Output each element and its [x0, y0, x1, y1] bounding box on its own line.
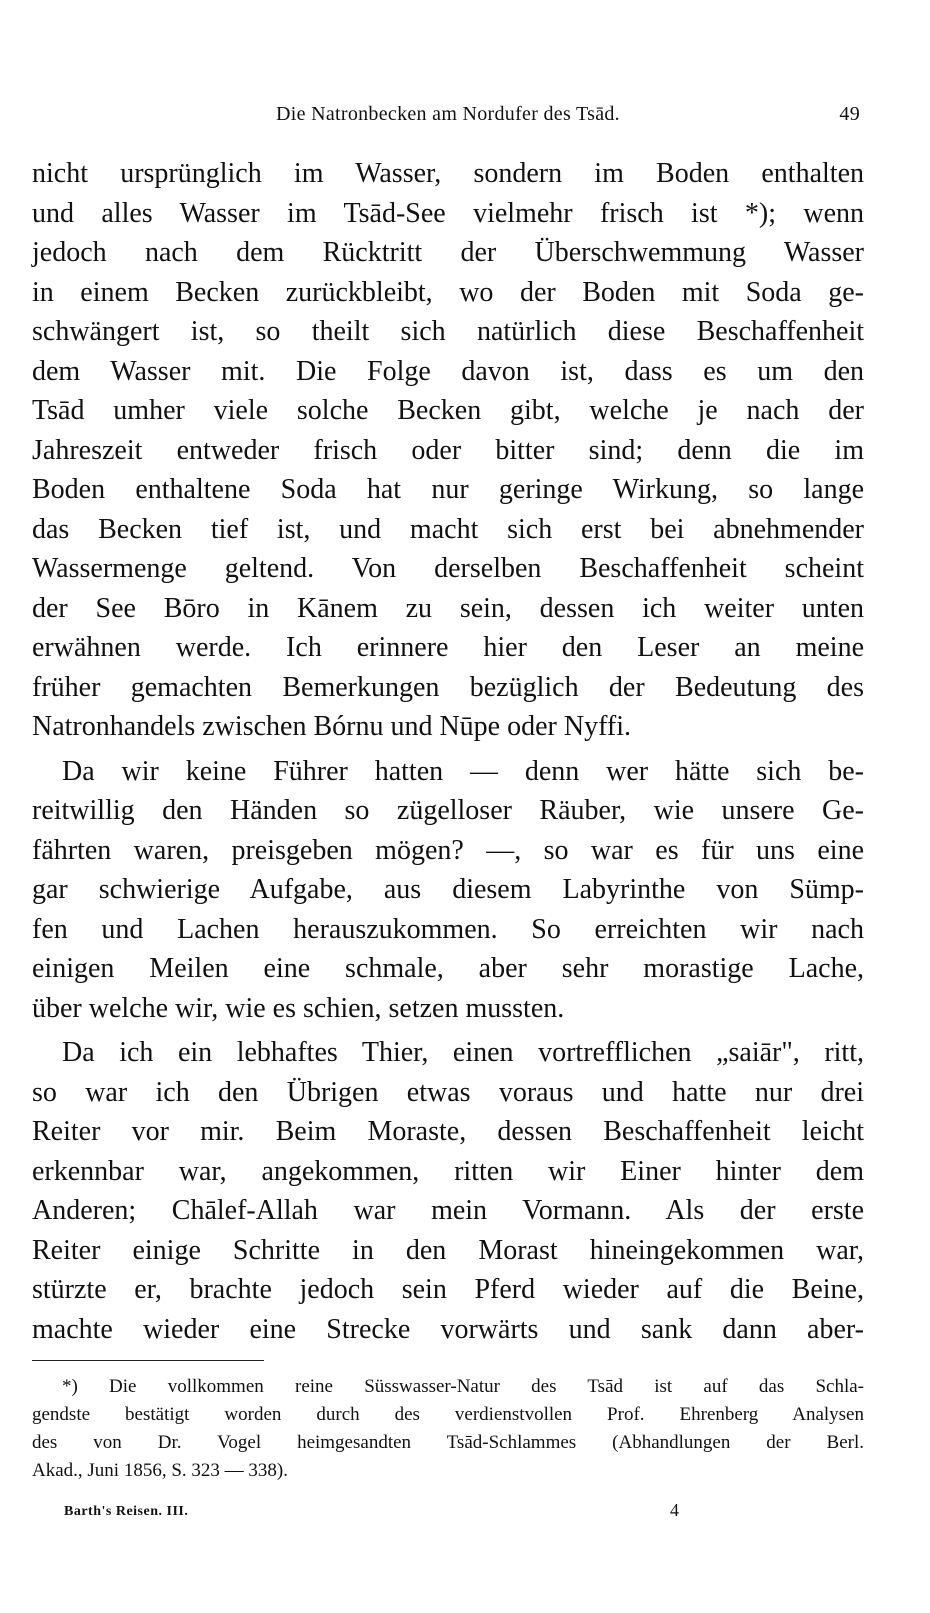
text-line: stürzte er, brachte jedoch sein Pferd wieder auf die Beine,	[32, 1274, 864, 1305]
text-line: schwängert ist, so theilt sich natürlich diese Beschaffenheit	[32, 316, 864, 347]
footnote-line: *) Die vollkommen reine Süsswasser-Natur des Tsād ist auf das Schla-	[62, 1376, 864, 1397]
text-line: fen und Lachen herauszukommen. So erreichten wir nach	[32, 913, 864, 945]
text-line: erwähnen werde. Ich erinnere hier den Leser an meine	[32, 632, 864, 663]
body-text	[32, 154, 864, 1349]
text-line: Da ich ein lebhaftes Thier, einen vortrefflichen „saiār", ritt,	[62, 1037, 864, 1068]
paragraph-2	[32, 752, 864, 1029]
text-line: Tsād umher viele solche Becken gibt, welche je nach der	[32, 395, 864, 426]
text-line: einigen Meilen eine schmale, aber sehr morastige Lache,	[32, 953, 864, 984]
text-line: so war ich den Übrigen etwas voraus und hatte nur drei	[32, 1076, 864, 1108]
text-line: Wassermenge geltend. Von derselben Beschaffenheit scheint	[32, 553, 864, 584]
text-line: gar schwierige Aufgabe, aus diesem Labyrinthe von Sümp-	[32, 874, 864, 905]
running-title: Die Natronbecken am Nordufer des Tsād.	[276, 103, 620, 125]
text-line: nicht ursprünglich im Wasser, sondern im Boden enthalten	[32, 158, 864, 189]
text-line: das Becken tief ist, und macht sich erst bei abnehmender	[32, 513, 864, 545]
text-line: jedoch nach dem Rücktritt der Überschwemmung Wasser	[32, 237, 864, 268]
footnote-divider	[32, 1360, 264, 1361]
paragraph-3	[32, 1033, 864, 1349]
page-number: 49	[839, 103, 860, 125]
footnote-line: Akad., Juni 1856, S. 323 — 338).	[32, 1460, 288, 1481]
paragraph-1	[32, 154, 864, 747]
text-line: früher gemachten Bemerkungen bezüglich der Bedeutung des	[32, 671, 864, 703]
text-line: Anderen; Chālef-Allah war mein Vormann. Als der erste	[32, 1195, 864, 1226]
printer-signature: Barth's Reisen. III.	[64, 1504, 189, 1519]
text-line: und alles Wasser im Tsād-See vielmehr frisch ist *); wenn	[32, 197, 864, 229]
text-line: in einem Becken zurückbleibt, wo der Boden mit Soda ge-	[32, 276, 864, 308]
text-line: Natronhandels zwischen Bórnu und Nūpe oder Nyffi.	[32, 711, 632, 742]
text-line: fährten waren, preisgeben mögen? —, so war es für uns eine	[32, 834, 864, 866]
running-head	[32, 103, 864, 131]
text-line: Jahreszeit entweder frisch oder bitter sind; denn die im	[32, 434, 864, 466]
text-line: über welche wir, wie es schien, setzen mussten.	[32, 992, 565, 1024]
text-line: Boden enthaltene Soda hat nur geringe Wirkung, so lange	[32, 474, 864, 505]
signature-number: 4	[670, 1500, 679, 1520]
footnote	[32, 1373, 864, 1485]
footnote-line: gendste bestätigt worden durch des verdienstvollen Prof. Ehrenberg Analysen	[32, 1404, 864, 1425]
text-line: machte wieder eine Strecke vorwärts und sank dann aber-	[32, 1313, 864, 1345]
text-line: erkennbar war, angekommen, ritten wir Einer hinter dem	[32, 1155, 864, 1187]
text-line: Da wir keine Führer hatten — denn wer hätte sich be-	[62, 755, 864, 787]
text-line: der See Bōro in Kānem zu sein, dessen ich weiter unten	[32, 592, 864, 624]
text-line: Reiter vor mir. Beim Moraste, dessen Beschaffenheit leicht	[32, 1116, 864, 1147]
text-line: reitwillig den Händen so zügelloser Räuber, wie unsere Ge-	[32, 795, 864, 826]
footnote-line: des von Dr. Vogel heimgesandten Tsād-Schlammes (Abhandlungen der Berl.	[32, 1432, 864, 1453]
text-line: dem Wasser mit. Die Folge davon ist, dass es um den	[32, 355, 864, 387]
text-line: Reiter einige Schritte in den Morast hineingekommen war,	[32, 1234, 864, 1266]
